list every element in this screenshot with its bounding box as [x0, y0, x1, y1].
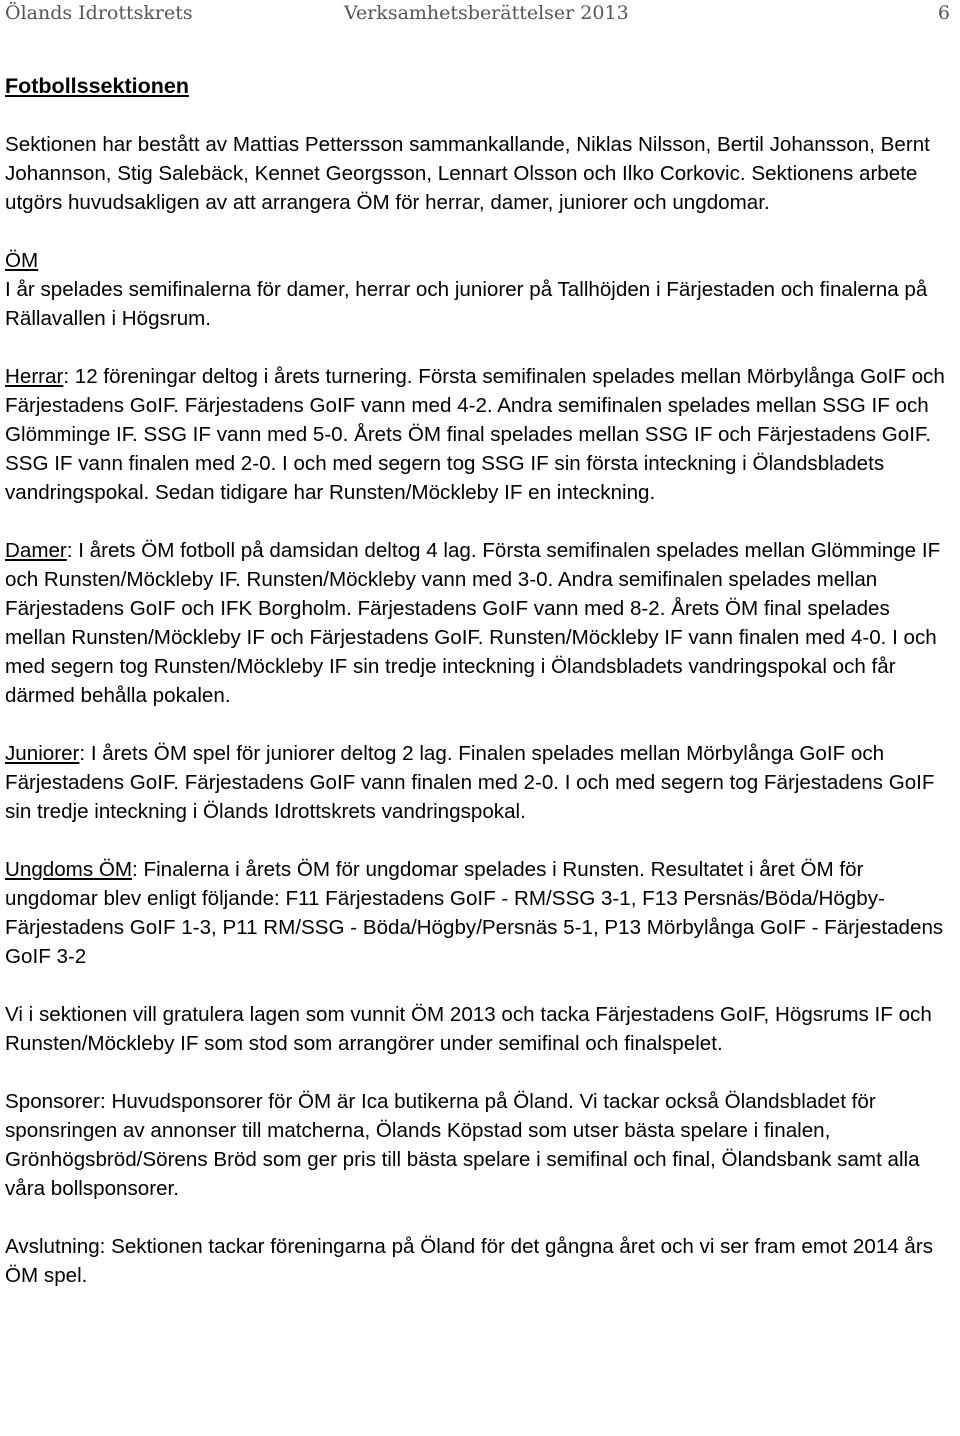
damer-label: Damer: [5, 539, 67, 562]
damer-paragraph: [5, 536, 955, 710]
header-document-title: Verksamhetsberättelser 2013: [344, 2, 629, 24]
om-paragraph: [5, 246, 955, 333]
ungdoms-label: Ungdoms ÖM: [5, 858, 133, 881]
ungdoms-paragraph: [5, 855, 955, 971]
section-title: Fotbollssektionen: [5, 74, 189, 98]
ungdoms-text: : Finalerna i årets ÖM för ungdomar spelades i Runsten. Resultatet i året ÖM för ungdomar blev enligt följande: F11 Färjestadens GoIF - RM/SSG 3-1, F13 Persnäs/Böda/Högby- Färjestadens GoIF 1-3, P11 RM/SSG - Böda/Högby/Persnäs 5-1, P13 Mörbylånga GoIF - Färjestadens GoIF 3-2: [5, 858, 944, 968]
document-body: [5, 72, 955, 1319]
sponsorer-paragraph: Sponsorer: Huvudsponsorer för ÖM är Ica butikerna på Öland. Vi tackar också Ölandsbladet för sponsringen av annonser till matcherna, Ölands Köpstad som utser bästa spelare i finalen, Grönhögsbröd/Sörens Bröd som ger pris till bästa spelare i semifinal och final, Ölandsbank samt alla våra bollsponsorer.: [5, 1090, 920, 1200]
gratulera-paragraph: Vi i sektionen vill gratulera lagen som vunnit ÖM 2013 och tacka Färjestadens GoIF, Högsrums IF och Runsten/Möckleby IF som stod som arrangörer under semifinal och finalspelet.: [5, 1003, 932, 1055]
intro-paragraph: Sektionen har bestått av Mattias Pettersson sammankallande, Niklas Nilsson, Bertil Johansson, Bernt Johannson, Stig Salebäck, Kennet Georgsson, Lennart Olsson och Ilko Corkovic. Sektionens arbete utgörs huvudsakligen av att arrangera ÖM för herrar, damer, juniorer och ungdomar.: [5, 133, 930, 214]
juniorer-text: : I årets ÖM spel för juniorer deltog 2 lag. Finalen spelades mellan Mörbylånga GoIF och Färjestadens GoIF. Färjestadens GoIF vann finalen med 2-0. I och med segern tog Färjestadens GoIF sin tredje inteckning i Ölands Idrottskrets vandringspokal.: [5, 742, 935, 823]
om-heading: ÖM: [5, 249, 39, 272]
om-text: I år spelades semifinalerna för damer, herrar och juniorer på Tallhöjden i Färjestaden och finalerna på Rällavallen i Högsrum.: [5, 278, 928, 330]
avslutning-paragraph: Avslutning: Sektionen tackar föreningarna på Öland för det gångna året och vi ser fram emot 2014 års ÖM spel.: [5, 1235, 934, 1287]
herrar-paragraph: [5, 362, 955, 507]
page-header: [0, 0, 960, 30]
juniorer-paragraph: [5, 739, 955, 826]
herrar-label: Herrar: [5, 365, 64, 388]
herrar-text: : 12 föreningar deltog i årets turnering. Första semifinalen spelades mellan Mörbylånga GoIF och Färjestadens GoIF. Färjestadens GoIF vann med 4-2. Andra semifinalen spelades mellan SSG IF och Glömminge IF. SSG IF vann med 5-0. Årets ÖM final spelades mellan SSG IF och Färjestadens GoIF. SSG IF vann finalen med 2-0. I och med segern tog SSG IF sin första inteckning i Ölandsbladets vandringspokal. Sedan tidigare har Runsten/Möckleby IF en inteckning.: [5, 365, 945, 504]
header-org-name: Ölands Idrottskrets: [5, 2, 193, 24]
header-page-number: 6: [937, 2, 950, 24]
damer-text: : I årets ÖM fotboll på damsidan deltog 4 lag. Första semifinalen spelades mellan Glömminge IF och Runsten/Möckleby IF. Runsten/Möckleby vann med 3-0. Andra semifinalen spelades mellan Färjestadens GoIF och IFK Borgholm. Färjestadens GoIF vann med 8-2. Årets ÖM final spelades mellan Runsten/Möckleby IF och Färjestadens GoIF. Runsten/Möckleby IF vann finalen med 4-0. I och med segern tog Runsten/Möckleby IF sin tredje inteckning i Ölandsbladets vandringspokal och får därmed behålla pokalen.: [5, 539, 941, 707]
juniorer-label: Juniorer: [5, 742, 80, 765]
